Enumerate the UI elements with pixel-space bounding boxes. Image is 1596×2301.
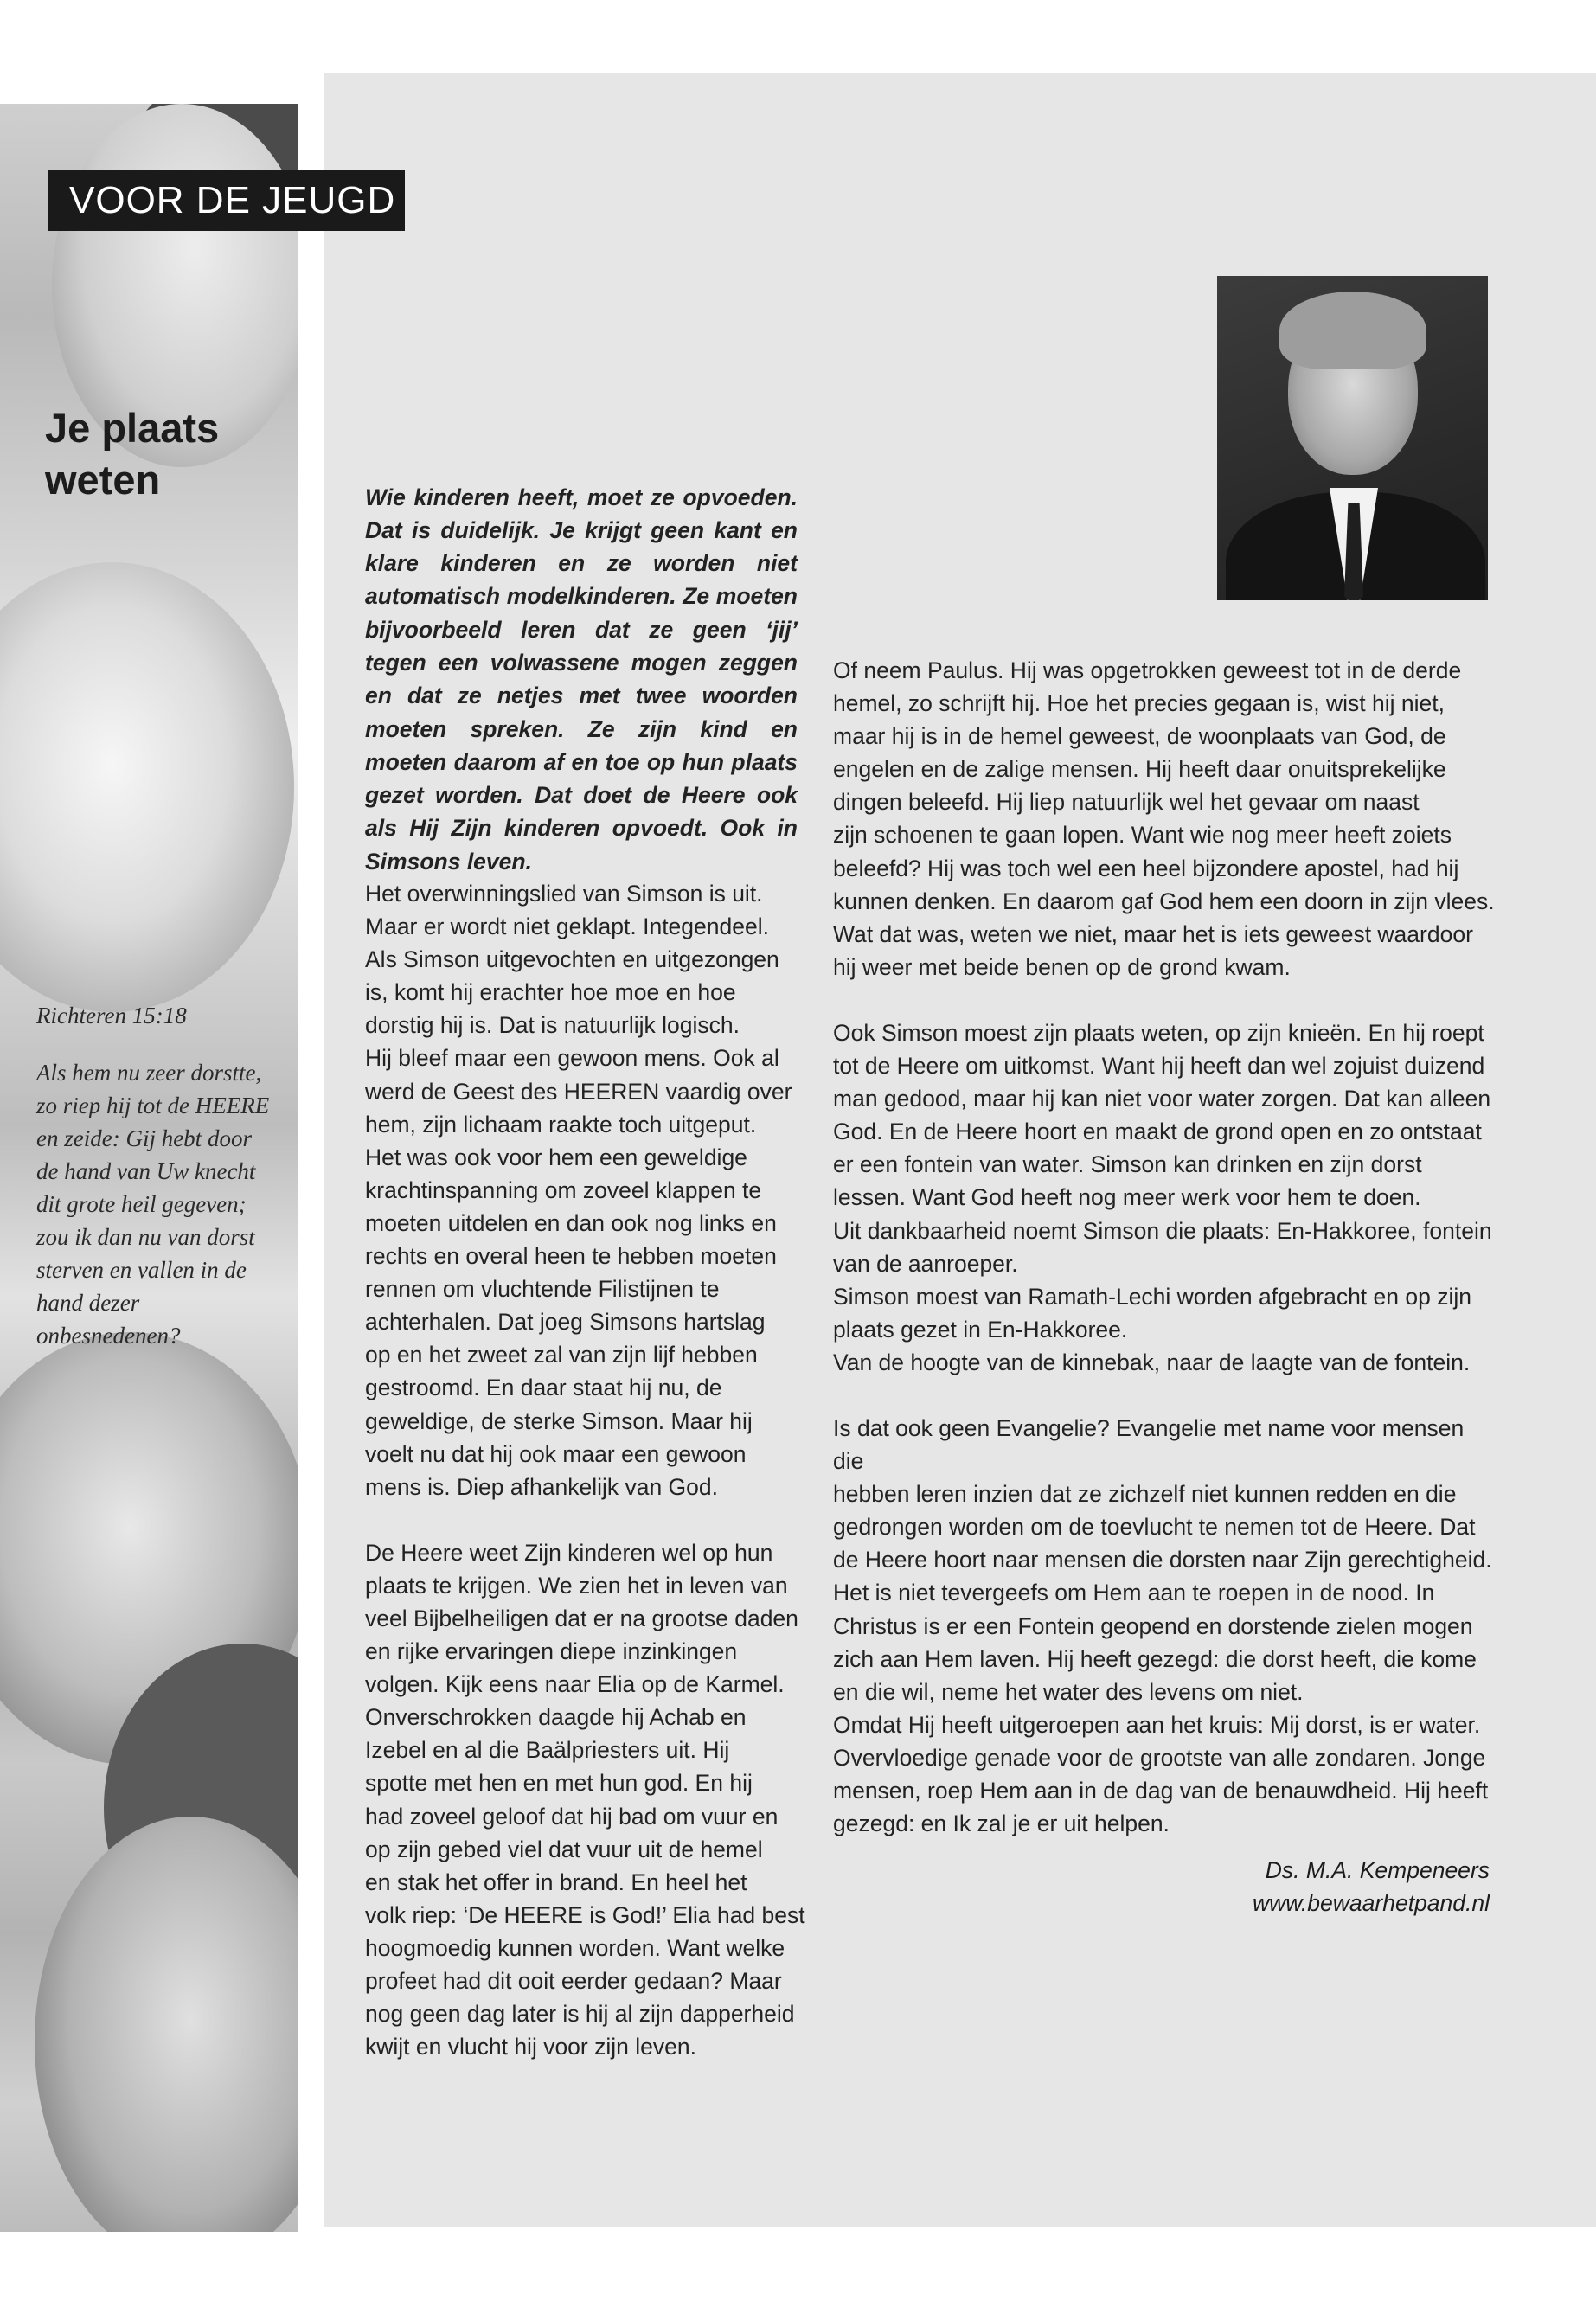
scripture-reference: Richteren 15:18: [36, 1003, 187, 1029]
scripture-quote: [36, 999, 279, 1352]
right-column: [833, 654, 1499, 1873]
author-website: www.bewaarhetpand.nl: [1252, 1890, 1490, 1916]
article-title: Je plaats weten: [45, 405, 220, 503]
author-signature: [1125, 1854, 1490, 1920]
paragraph: Is dat ook geen Evangelie? Evangelie met name voor mensen die hebben leren inzien dat ze zichzelf niet kunnen redden en die gedrongen worden om de toevlucht te nemen tot de Heere. Dat de Heere hoort naar mensen die dorsten naar Zijn gerechtigheid. Het is niet tevergeefs om Hem aan te roepen in de nood. In Christus is er een Fontein geopend en dorstende zielen mogen zich aan Hem laven. Hij heeft gezegd: die dorst heeft, die kome en die wil, neme het water des levens om niet. Omdat Hij heeft uitgeroepen aan het kruis: Mij dorst, is er water. Overvloedige genade voor de grootste van alle zondaren. Jonge mensen, roep Hem aan in de dag van de benauwdheid. Hij heeft gezegd: en Ik zal je er uit helpen.: [833, 1414, 1492, 1837]
author-photo: [1217, 276, 1488, 600]
paragraph: Ook Simson moest zijn plaats weten, op zijn knieën. En hij roept tot de Heere om uitkomst. Want hij heeft dan wel zojuist duizend man gedood, maar hij kan niet voor water zorgen. Dat kan alleen God. En de Heere hoort en maakt de grond open en zo ontstaat er een fontein van water. Simson kan drinken en zijn dorst lessen. Want God heeft nog meer werk voor hem te doen. Uit dankbaarheid noemt Simson die plaats: En-Hakkoree, fontein van de aanroeper. Simson moest van Ramath-Lechi worden afgebracht en op zijn plaats gezet in En-Hakkoree. Van de hoogte van de kinnebak, naar de laagte van de fontein.: [833, 1019, 1492, 1375]
paragraph: Het overwinningslied van Simson is uit. Maar er wordt niet geklapt. Integendeel. Als Simson uitgevochten en uitgezongen is, komt hij erachter hoe moe en hoe dorstig hij is. Dat is natuurlijk logisch. Hij bleef maar een gewoon mens. Ook al werd de Geest des HEEREN vaardig over hem, zijn lichaam raakte toch uitgeput. Het was ook voor hem een geweldige krachtinspanning om zoveel klappen te moeten uitdelen en dan ook nog links en rechts en overal heen te hebben moeten rennen om vluchtende Filistijnen te achterhalen. Dat joeg Simsons hartslag op en het zweet zal van zijn lijf hebben gestroomd. En daar staat hij nu, de geweldige, de sterke Simson. Maar hij voelt nu dat hij ook maar een gewoon mens is. Diep afhankelijk van God.: [365, 881, 792, 1500]
paragraph: De Heere weet Zijn kinderen wel op hun plaats te krijgen. We zien het in leven van veel Bijbelheiligen dat er na grootse daden en rijke ervaringen diepe inzinkingen volgen. Kijk eens naar Elia op de Karmel. Onverschrokken daagde hij Achab en Izebel en al die Baälpriesters uit. Hij spotte met hen en met hun god. En hij had zoveel geloof dat hij bad om vuur en op zijn gebed viel dat vuur uit de hemel en stak het offer in brand. En heel het volk riep: ‘De HEERE is God!’ Elia had best hoogmoedig kunnen worden. Want welke profeet had dit ooit eerder gedaan? Maar nog geen dag later is hij al zijn dapperheid kwijt en vlucht hij voor zijn leven.: [365, 1539, 805, 2061]
left-column: [365, 877, 806, 2096]
section-label: VOOR DE JEUGD: [48, 170, 405, 231]
scripture-text: Als hem nu zeer dorstte, zo riep hij tot de HEERE en zeide: Gij hebt door de hand van Uw knecht dit grote heil gegeven; zou ik dan nu van dorst sterven en vallen in de hand dezer onbesnedenen?: [36, 1060, 270, 1349]
intro-paragraph: Wie kinderen heeft, moet ze opvoeden. Dat is duidelijk. Je krijgt geen kant en klare kinderen en ze worden niet automatisch modelkinderen. Ze moeten bijvoorbeeld leren dat ze geen ‘jij’ tegen een volwassene mogen zeggen en dat ze netjes met twee woorden moeten spreken. Ze zijn kind en moeten daarom af en toe op hun plaats gezet worden. Dat doet de Heere ook als Hij Zijn kinderen opvoedt. Ook in Simsons leven.: [365, 484, 798, 875]
paragraph: Of neem Paulus. Hij was opgetrokken geweest tot in de derde hemel, zo schrijft hij. Hoe het precies gegaan is, wist hij niet, maar hij is in de hemel geweest, de woonplaats van God, de engelen en de zalige mensen. Hij heeft daar onuitsprekelijke dingen beleefd. Hij liep natuurlijk wel het gevaar om naast zijn schoenen te gaan lopen. Want wie nog meer heeft zoiets beleefd? Hij was toch wel een heel bijzondere apostel, had hij kunnen denken. En daarom gaf God hem een doorn in zijn vlees. Wat dat was, weten we niet, maar het is iets geweest waardoor hij weer met beide benen op de grond kwam.: [833, 657, 1495, 980]
author-name: Ds. M.A. Kempeneers: [1265, 1857, 1490, 1883]
